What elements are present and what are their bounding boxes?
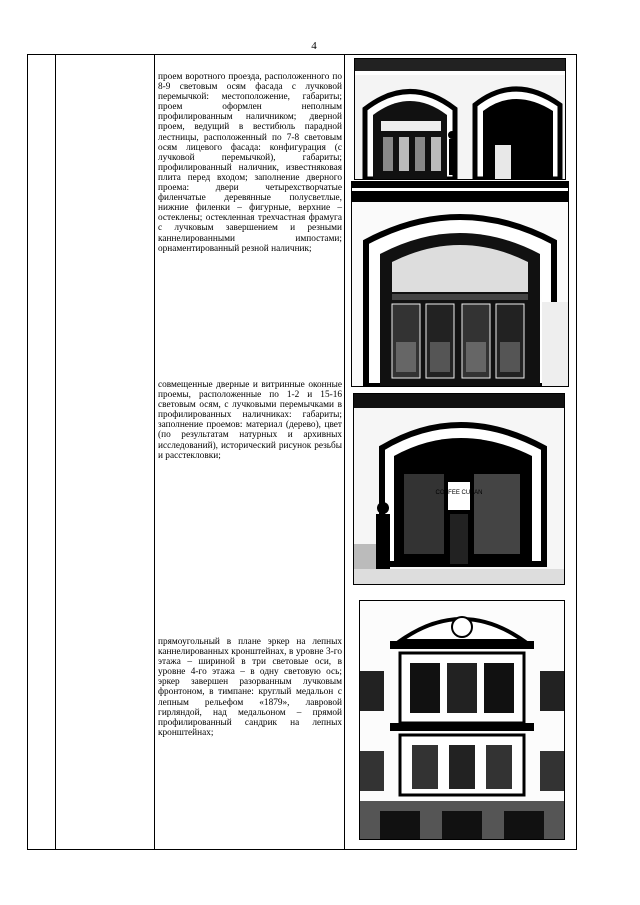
description-block-gate-door: проем воротного проезда, расположенного по 8-9 световым осям фасада с лучковой перемычкой: местоположение, габариты; проем оформлен неполным профилированным наличником; дверной проем, ведущий в вестибюль парадной лестницы, расположенный по 7-8 световым осям лицевого фасада: конфигурация (с лучковой перемычкой), габариты; профилированный наличник, известняковая плита перед входом; заполнение дверного проема: двери четырехстворчатые филенчатые деревянные полусветлые, нижние филенки – фигурные, верхние – остеклены; остекленная трехчастная фрамуга с лучковым завершением и резными каннелированными импостами; орнаментированный резной наличник; xyxy=(158,72,342,254)
column-name-cell xyxy=(56,55,155,850)
heritage-table xyxy=(27,54,577,850)
shop-sign: COFFEE CUBAN xyxy=(435,490,483,496)
photo-gate-passage xyxy=(354,58,566,180)
photo-bay-window xyxy=(359,600,565,840)
description-block-shop-openings: совмещенные дверные и витринные оконные проемы, расположенные по 1-2 и 15-16 световым осям, с лучковыми перемычками в профилированных наличниках: габариты; заполнение проемов: материал (дерево), цвет (по результатам натурных и архивных исследований), исторический рисунок резьбы и расстекловки; xyxy=(158,380,342,461)
column-number-cell xyxy=(28,55,56,850)
photo-entrance-door xyxy=(351,181,569,387)
page-number: 4 xyxy=(311,40,317,52)
column-description-cell xyxy=(155,55,345,850)
photo-shop-window xyxy=(353,393,565,585)
column-photo-cell xyxy=(345,55,577,850)
description-block-bay-window: прямоугольный в плане эркер на лепных каннелированных кронштейнах, в уровне 3-го этажа – шириной в три световые оси, в уровне 4-го этажа – в одну световую ось; эркер завершен разорванным лучковым фронтоном, в тимпане: круглый медальон с лепным рельефом «1879», лавровой гирляндой, над медальоном – прямой профилированный сандрик на лепных кронштейнах; xyxy=(158,637,342,738)
